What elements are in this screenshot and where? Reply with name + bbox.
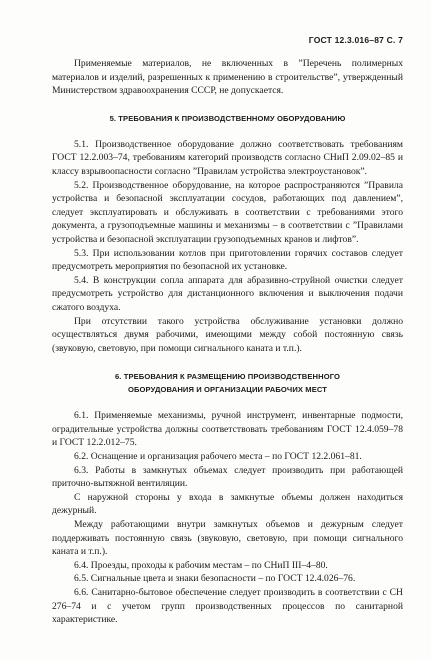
section-6-title — [52, 370, 403, 396]
paragraph-6-4: 6.4. Проезды, проходы к рабочим местам – по СНиП III–4–80. — [74, 559, 328, 571]
section-6-title-line-1: 6. ТРЕБОВАНИЯ К РАЗМЕЩЕНИЮ ПРОИЗВОДСТВЕННОГО — [114, 372, 341, 382]
paragraph-5-4: 5.4. В конструкции сопла аппарата для абразивно-струйной очистки следует предусмотреть устройство для дистанционного включения и выключения подачи сжатого воздуха. — [52, 274, 403, 313]
paragraph-6-6: 6.6. Санитарно-бытовое обеспечение следует производить в соответствии с СН 276–74 и с учетом групп производственных процессов по санитарной характеристике. — [52, 587, 403, 626]
page-header: ГОСТ 12.3.016–87 С. 7 — [308, 35, 403, 45]
paragraph-5-3: 5.3. При использовании котлов при приготовлении горячих составов следует предусмотреть мероприятия по безопасной их установке. — [52, 247, 403, 273]
page-content — [52, 57, 403, 627]
paragraph-6-3-note-2: Между работающими внутри замкнутых объемов и дежурным следует поддерживать постоянную связь (звуковую, световую, при помощи сигнального каната и т.п.). — [52, 519, 403, 558]
intro-paragraph: Применяемые материалов, не включенных в ”Перечень полимерных материалов и изделий, разрешенных к применению в строительстве”, утвержденный Министерством здравоохранения СССР, не допускается. — [52, 58, 403, 97]
paragraph-6-1: 6.1. Применяемые механизмы, ручной инструмент, инвентарные подмости, оградительные устройства должны соответствовать требованиям ГОСТ 12.4.059–78 и ГОСТ 12.2.012–75. — [52, 410, 403, 449]
paragraph-6-3-note-1: С наружной стороны у входа в замкнутые объемы должен находиться дежурный. — [52, 491, 403, 517]
paragraph-5-4-note: При отсутствии такого устройства обслуживание установки должно осуществляться двумя рабочими, имеющими между собой постоянную связь (звуковую, световую, при помощи сигнального каната и т.п.). — [52, 315, 403, 354]
section-6-title-line-2: ОБОРУДОВАНИЯ И ОРГАНИЗАЦИИ РАБОЧИХ МЕСТ — [127, 385, 328, 395]
paragraph-6-2: 6.2. Оснащение и организация рабочего места – по ГОСТ 12.2.061–81. — [74, 451, 362, 463]
paragraph-6-5: 6.5. Сигнальные цвета и знаки безопасности – по ГОСТ 12.4.026–76. — [74, 573, 356, 585]
section-5-title: 5. ТРЕБОВАНИЯ К ПРОИЗВОДСТВЕННОМУ ОБОРУДОВАНИЮ — [109, 113, 346, 123]
paragraph-5-1: 5.1. Производственное оборудование должно соответствовать требованиям ГОСТ 12.2.003–74, требованиям категорий производств согласно СНиП 2.09.02–85 и классу взрывоопасности согласно ”Правилам устройства электроустановок”. — [52, 138, 403, 177]
paragraph-5-2: 5.2. Производственное оборудование, на которое распространяются ”Правила устройства и безопасной эксплуатации сосудов, работающих под давлением”, следует эксплуатировать и обслуживать в соответствии с требованиями этого документа, а грузоподъемные машины и механизмы – в соответствии с ”Правилами устройства и безопасной эксплуатации грузоподъемных кранов и лифтов”. — [52, 179, 403, 245]
paragraph-6-3: 6.3. Работы в замкнутых объемах следует производить при работающей приточно-вытяжной вентиляции. — [52, 464, 403, 490]
